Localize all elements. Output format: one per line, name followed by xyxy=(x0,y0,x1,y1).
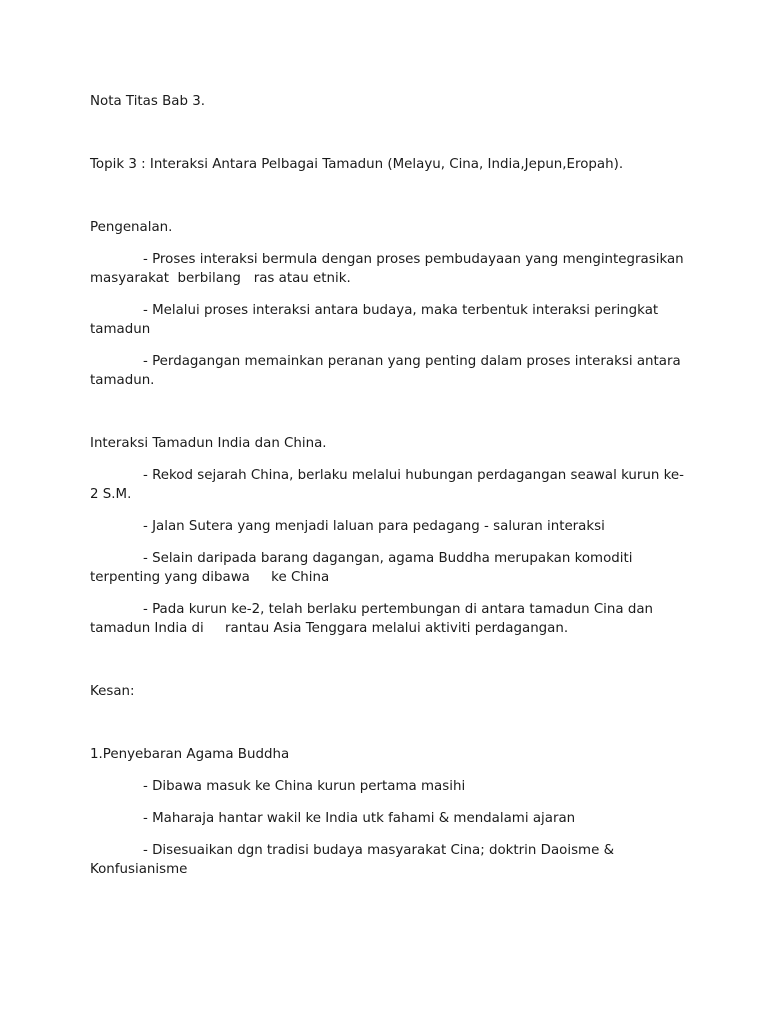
intro-heading: Pengenalan. xyxy=(90,220,173,235)
kesan-point: - Disesuaikan dgn tradisi budaya masyarakat Cina; doktrin Daoisme & Konfusianisme xyxy=(90,843,619,877)
kesan-subheading: 1.Penyebaran Agama Buddha xyxy=(90,747,290,762)
document-title: Nota Titas Bab 3. xyxy=(90,94,206,109)
india-china-heading: Interaksi Tamadun India dan China. xyxy=(90,436,327,451)
india-china-point: - Selain daripada barang dagangan, agama Buddha merupakan komoditi terpenting yang dibawa ke China xyxy=(90,551,637,585)
topic-heading: Topik 3 : Interaksi Antara Pelbagai Tamadun (Melayu, Cina, India,Jepun,Eropah). xyxy=(90,157,624,172)
india-china-point: - Pada kurun ke-2, telah berlaku pertembungan di antara tamadun Cina dan tamadun India di rantau Asia Tenggara melalui aktiviti perdagangan. xyxy=(90,602,658,636)
intro-point: - Perdagangan memainkan peranan yang penting dalam proses interaksi antara tamadun. xyxy=(90,354,685,388)
kesan-heading: Kesan: xyxy=(90,684,135,699)
kesan-point: - Dibawa masuk ke China kurun pertama masihi xyxy=(143,779,466,794)
document-body xyxy=(90,92,690,879)
intro-point: - Proses interaksi bermula dengan proses pembudayaan yang mengintegrasikan masyarakat berbilang ras atau etnik. xyxy=(90,252,688,286)
intro-point: - Melalui proses interaksi antara budaya, maka terbentuk interaksi peringkat tamadun xyxy=(90,303,663,337)
india-china-point: - Rekod sejarah China, berlaku melalui hubungan perdagangan seawal kurun ke-2 S.M. xyxy=(90,468,684,502)
kesan-point: - Maharaja hantar wakil ke India utk fahami & mendalami ajaran xyxy=(143,811,576,826)
india-china-point: - Jalan Sutera yang menjadi laluan para pedagang - saluran interaksi xyxy=(143,519,605,534)
